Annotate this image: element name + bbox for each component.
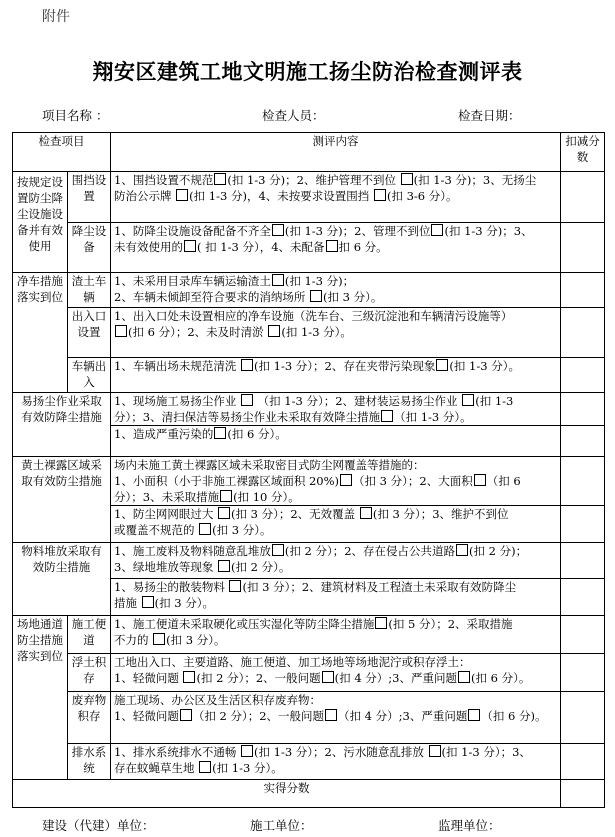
checkbox[interactable] (325, 709, 337, 721)
checkbox[interactable] (322, 671, 334, 683)
table-row (13, 744, 605, 780)
attachment-label: 附件 (42, 9, 70, 25)
checkbox[interactable] (431, 224, 443, 236)
criteria-line: 防治公示牌 (扣 1-3 分)，4、未按要求设置围挡 (扣 3-6 分）。 (114, 189, 458, 203)
deduction-input-cell[interactable] (561, 172, 605, 223)
criteria-line: (扣 6 分）；2、未及时清淤 (扣 1-3 分）。 (114, 324, 557, 340)
checkbox[interactable] (381, 410, 393, 422)
table-row (13, 616, 605, 654)
deduction-input-cell[interactable] (561, 692, 605, 744)
deduction-input-cell[interactable] (561, 579, 605, 616)
checkbox[interactable] (176, 189, 188, 201)
subcategory-cell: 浮土积存 (68, 654, 111, 692)
criteria-line: 1、防尘网网眼过大 (扣 3 分）；2、无效覆盖 (扣 3 分）；3、维护不到位 (114, 507, 509, 521)
total-score-input-cell[interactable] (561, 780, 605, 808)
criteria-cell (111, 457, 561, 506)
checkbox[interactable] (310, 290, 322, 302)
criteria-cell (111, 223, 561, 273)
checkbox[interactable] (272, 224, 284, 236)
category-cell: 按规定设置防尘降尘设施设备并有效使用 (13, 172, 68, 273)
checkbox[interactable] (115, 325, 127, 337)
criteria-cell (111, 506, 561, 543)
table-row (13, 273, 605, 308)
deduction-input-cell[interactable] (561, 393, 605, 426)
table-row (13, 358, 605, 393)
criteria-cell (111, 692, 561, 744)
subcategory-cell: 车辆出入 (68, 358, 111, 393)
criteria-line: 分）；3、未采取措施 (扣 10 分）。 (114, 490, 300, 504)
criteria-line: 1、围挡设置不规范 (扣 1-3 分)；2、维护管理不到位 (扣 1-3 分)；3、无扬尘 (114, 173, 537, 187)
subcategory-cell: 渣土车辆 (68, 273, 111, 308)
checkbox[interactable] (214, 173, 226, 185)
criteria-line: 1、施工便道未采取硬化或压实湿化等防尘降尘措施 (扣 5 分）；2、采取措施 (114, 617, 513, 631)
criteria-line: 1、易扬尘的散装物料 (扣 3 分）；2、建筑材料及工程渣土未采取有效防降尘 (114, 580, 517, 594)
checkbox[interactable] (436, 359, 448, 371)
deduction-input-cell[interactable] (561, 506, 605, 543)
criteria-line: 施工现场、办公区及生活区积存废弃物： (114, 693, 321, 707)
criteria-line: 2、车辆未倾卸至符合要求的消纳场所 (扣 3 分）。 (114, 290, 383, 304)
deduction-input-cell[interactable] (561, 744, 605, 780)
criteria-line: 1、防降尘设施设备配备不齐全 (扣 1-3 分)；2、管理不到位 (扣 1-3 分)；3、 (114, 224, 533, 238)
table-row (13, 457, 605, 506)
criteria-cell (111, 616, 561, 654)
criteria-line: 1、现场施工易扬尘作业 （扣 1-3 分）；2、建材装运易扬尘作业 (扣 1-3 (114, 394, 514, 408)
criteria-line: 分）；3、清扫保洁等易扬尘作业未采取有效降尘措施 （扣 1-3 分）。 (114, 410, 472, 424)
criteria-line: 或覆盖不规范的 (扣 3 分）。 (114, 523, 272, 537)
checkbox[interactable] (199, 523, 211, 535)
subcategory-cell: 围挡设置 (68, 172, 111, 223)
table-row (13, 393, 605, 426)
header-deduction: 扣减分数 (561, 133, 605, 172)
table-row (13, 223, 605, 273)
construction-unit-label: 建设（代建）单位： (42, 818, 155, 833)
checkbox[interactable] (326, 240, 338, 252)
criteria-line: 未有效使用的 ( 扣 1-3 分），4、未配备 扣 6 分。 (114, 240, 388, 254)
checkbox[interactable] (268, 325, 280, 337)
table-row (13, 543, 605, 579)
project-name-label: 项目名称 ： (42, 108, 109, 123)
page-title: 翔安区建筑工地文明施工扬尘防治检查测评表 (92, 59, 523, 84)
checkbox[interactable] (241, 745, 253, 757)
criteria-line: 1、造成严重污染的 (扣 6 分）。 (114, 427, 287, 441)
criteria-line: 1、施工废料及物料随意乱堆放 (扣 2 分）；2、存在侵占公共道路 (扣 2 分)； (114, 544, 528, 558)
category-cell: 场地通道防尘措施落实到位 (13, 616, 68, 780)
subcategory-cell: 排水系统 (68, 744, 111, 780)
table-row (13, 692, 605, 744)
checkbox[interactable] (142, 596, 154, 608)
deduction-input-cell[interactable] (561, 543, 605, 579)
checkbox[interactable] (180, 709, 192, 721)
category-cell: 物料堆放采取有效防尘措施 (13, 543, 111, 616)
criteria-cell (111, 393, 561, 426)
criteria-line: 1、轻微问题 (扣 2 分）；2、一般问题 (扣 4 分）;3、严重问题 (扣 6 分）。 (114, 671, 531, 685)
inspection-date-label: 检查日期： (458, 108, 521, 123)
checkbox[interactable] (272, 274, 284, 286)
category-cell: 净车措施落实到位 (13, 273, 68, 393)
checkbox[interactable] (401, 173, 413, 185)
total-row (13, 780, 605, 808)
header-content: 测评内容 (111, 133, 561, 172)
checkbox[interactable] (183, 671, 195, 683)
criteria-line: 措施 (扣 3 分）。 (114, 596, 215, 610)
checkbox[interactable] (241, 359, 253, 371)
supervisor-label: 监理单位： (438, 818, 501, 833)
header-item: 检查项目 (13, 133, 111, 172)
checkbox[interactable] (199, 761, 211, 773)
criteria-cell (111, 358, 561, 393)
deduction-input-cell[interactable] (561, 223, 605, 273)
deduction-input-cell[interactable] (561, 426, 605, 457)
criteria-cell (111, 744, 561, 780)
checkbox[interactable] (468, 709, 480, 721)
checkbox[interactable] (229, 580, 241, 592)
deduction-input-cell[interactable] (561, 654, 605, 692)
total-score-label: 实得分数 (13, 780, 561, 808)
criteria-line: 不力的 (扣 3 分）。 (114, 633, 226, 647)
category-cell: 黄土裸露区域采取有效防尘措施 (13, 457, 111, 543)
subcategory-cell: 废弃物积存 (68, 692, 111, 744)
criteria-line: 3、绿地堆放等现象 (扣 2 分）。 (114, 560, 291, 574)
criteria-line: 工地出入口、主要道路、施工便道、加工场地等场地泥泞或积存浮土： (114, 655, 471, 669)
table-row (13, 654, 605, 692)
deduction-input-cell[interactable] (561, 273, 605, 308)
criteria-cell (111, 172, 561, 223)
criteria-cell (111, 654, 561, 692)
inspector-label: 检查人员： (262, 108, 325, 123)
criteria-cell (111, 308, 561, 358)
criteria-cell (111, 543, 561, 579)
table-header-row (13, 133, 605, 172)
checkbox[interactable] (360, 507, 372, 519)
checkbox[interactable] (220, 490, 232, 502)
subcategory-cell: 出入口设置 (68, 308, 111, 358)
checkbox[interactable] (218, 560, 230, 572)
criteria-cell (111, 273, 561, 308)
checkbox[interactable] (214, 427, 226, 439)
table-row (13, 172, 605, 223)
checkbox[interactable] (272, 544, 284, 556)
checkbox[interactable] (340, 474, 352, 486)
subcategory-cell: 降尘设备 (68, 223, 111, 273)
criteria-cell (111, 426, 561, 457)
criteria-cell (111, 579, 561, 616)
table-row (13, 308, 605, 358)
contractor-label: 施工单位： (250, 818, 313, 833)
deduction-input-cell[interactable] (561, 308, 605, 358)
checkbox[interactable] (429, 745, 441, 757)
criteria-line: 1、出入口处未设置相应的净车设施（洗车台、三级沉淀池和车辆清污设施等） (114, 309, 513, 323)
criteria-line: 1、未采用目录库车辆运输渣土 (扣 1-3 分)； (114, 274, 355, 288)
criteria-line: 场内未施工黄土裸露区域未采取密目式防尘网覆盖等措施的： (114, 458, 425, 472)
checkbox[interactable] (374, 189, 386, 201)
evaluation-table (12, 132, 605, 808)
checkbox[interactable] (184, 240, 196, 252)
checkbox[interactable] (218, 507, 230, 519)
subcategory-cell: 施工便道 (68, 616, 111, 654)
criteria-line: 存在蚊蝇草生地 (扣 1-3 分）。 (114, 761, 283, 775)
checkbox[interactable] (474, 474, 486, 486)
checkbox[interactable] (375, 617, 387, 629)
deduction-input-cell[interactable] (561, 457, 605, 506)
criteria-line: 1、小面积（小于非施工裸露区域面积 20%) （扣 3 分）；2、大面积 （扣 6 (114, 474, 521, 488)
criteria-line: 1、车辆出场未规范清洗 (扣 1-3 分）；2、存在夹带污染现象 (扣 1-3 分）。 (114, 359, 520, 373)
deduction-input-cell[interactable] (561, 358, 605, 393)
checkbox[interactable] (153, 633, 165, 645)
criteria-line: 1、排水系统排水不通畅 (扣 1-3 分）；2、污水随意乱排放 (扣 1-3 分）；3、 (114, 745, 531, 759)
checkbox[interactable] (456, 544, 468, 556)
checkbox[interactable] (462, 394, 474, 406)
category-cell: 易扬尘作业采取有效防降尘措施 (13, 393, 111, 457)
checkbox[interactable] (241, 394, 253, 406)
criteria-line: 1、轻微问题 （扣 2 分）；2、一般问题 （扣 4 分）;3、严重问题 （扣 6 分)。 (114, 709, 547, 723)
checkbox[interactable] (458, 671, 470, 683)
deduction-input-cell[interactable] (561, 616, 605, 654)
